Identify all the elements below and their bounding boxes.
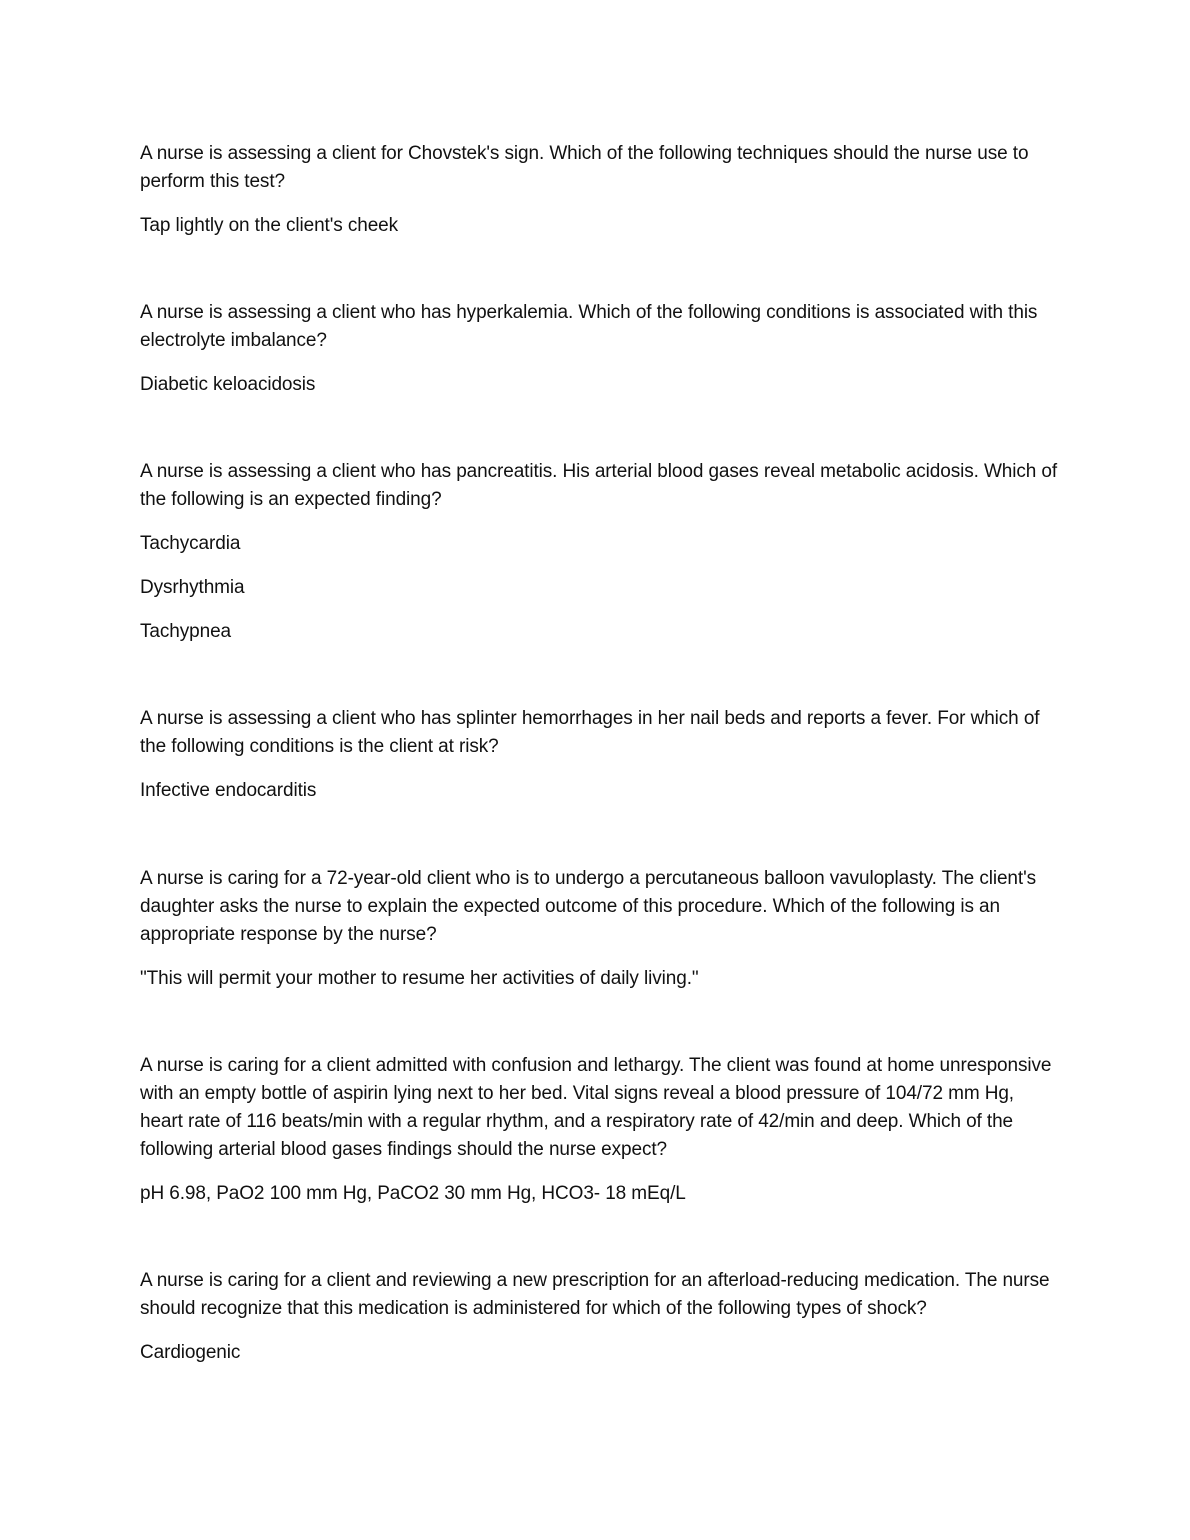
answer-text: Diabetic keloacidosis xyxy=(140,374,316,395)
question-text: A nurse is assessing a client who has pancreatitis. His arterial blood gases reveal metabolic acidosis. Which of the following is an expected finding? xyxy=(140,461,1058,510)
qa-block-4 xyxy=(140,705,1060,805)
qa-block-7 xyxy=(140,1267,1060,1367)
qa-block-2 xyxy=(140,299,1060,399)
question-text: A nurse is caring for a client admitted with confusion and lethargy. The client was found at home unresponsive with an empty bottle of aspirin lying next to her bed. Vital signs reveal a blood pressure of 104/72 mm Hg, heart rate of 116 beats/min with a regular rhythm, and a respiratory rate of 42/min and deep. Which of the following arterial blood gases findings should the nurse expect? xyxy=(140,1055,1052,1160)
answer-text: Tachycardia xyxy=(140,533,241,554)
answer-text: Cardiogenic xyxy=(140,1342,241,1363)
qa-block-5 xyxy=(140,865,1060,993)
answer-text: Infective endocarditis xyxy=(140,780,317,801)
answer-text: pH 6.98, PaO2 100 mm Hg, PaCO2 30 mm Hg, HCO3- 18 mEq/L xyxy=(140,1183,686,1204)
question-text: A nurse is caring for a 72-year-old client who is to undergo a percutaneous balloon vavuloplasty. The client's daughter asks the nurse to explain the expected outcome of this procedure. Which of the following is an appropriate response by the nurse? xyxy=(140,868,1037,945)
answer-text: "This will permit your mother to resume her activities of daily living." xyxy=(140,968,699,989)
answer-text: Dysrhythmia xyxy=(140,577,245,598)
answer-text: Tachypnea xyxy=(140,621,232,642)
question-text: A nurse is assessing a client who has splinter hemorrhages in her nail beds and reports a fever. For which of the following conditions is the client at risk? xyxy=(140,708,1040,757)
question-text: A nurse is assessing a client for Chovstek's sign. Which of the following techniques should the nurse use to perform this test? xyxy=(140,143,1029,192)
qa-block-3 xyxy=(140,458,1060,646)
qa-block-1 xyxy=(140,140,1060,240)
question-text: A nurse is caring for a client and reviewing a new prescription for an afterload-reducing medication. The nurse should recognize that this medication is administered for which of the following types of shock? xyxy=(140,1270,1050,1319)
answer-text: Tap lightly on the client's cheek xyxy=(140,215,399,236)
qa-block-6 xyxy=(140,1052,1060,1208)
question-text: A nurse is assessing a client who has hyperkalemia. Which of the following conditions is associated with this electrolyte imbalance? xyxy=(140,302,1038,351)
